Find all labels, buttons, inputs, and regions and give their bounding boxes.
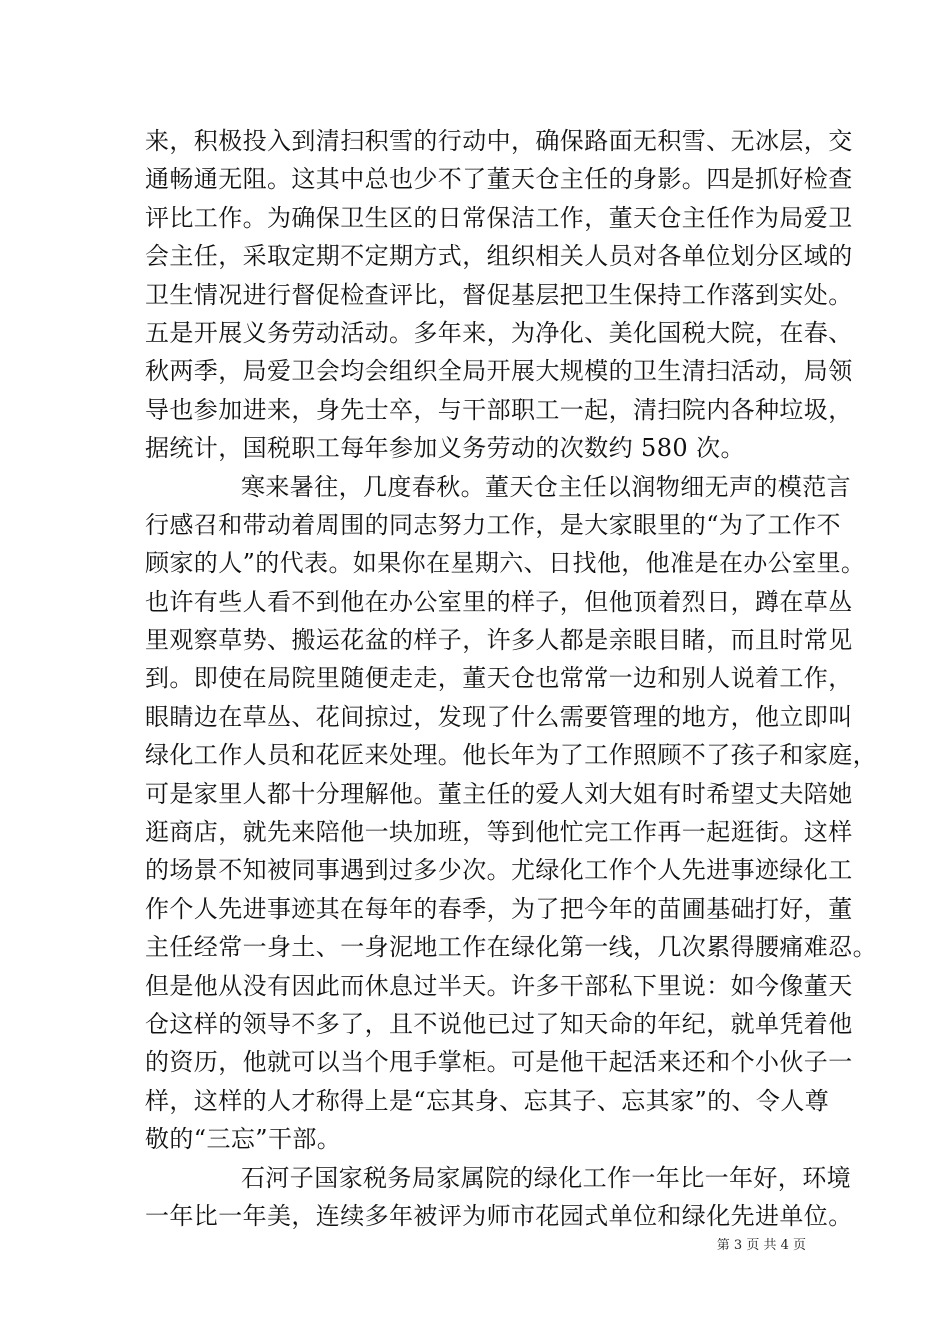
text-line: 作个人先进事迹其在每年的春季，为了把今年的苗圃基础打好，董 xyxy=(145,894,853,923)
text-line: 来，积极投入到清扫积雪的行动中，确保路面无积雪、无冰层，交 xyxy=(145,127,853,155)
text-line: 敬的“三忘”干部。 xyxy=(145,1125,342,1154)
text-line: 据统计，国税职工每年参加义务劳动的次数约 580 次。 xyxy=(145,434,745,463)
text-line: 到。即使在局院里随便走走，董天仓也常常一边和别人说着工作， xyxy=(145,664,853,693)
text-line: 主任经常一身土、一身泥地工作在绿化第一线，几次累得腰痛难忍。 xyxy=(145,933,877,962)
paragraph-2 xyxy=(145,468,877,1159)
text-line: 眼睛边在草丛、花间掠过，发现了什么需要管理的地方，他立即叫 xyxy=(145,702,853,731)
text-line: 五是开展义务劳动活动。多年来，为净化、美化国税大院，在春、 xyxy=(145,318,853,347)
text-line: 会主任，采取定期不定期方式，组织相关人员对各单位划分区域的 xyxy=(145,242,853,271)
text-line: 石河子国家税务局家属院的绿化工作一年比一年好，环境 xyxy=(241,1163,851,1192)
document-body xyxy=(145,122,877,1235)
paragraph-1 xyxy=(145,122,853,468)
text-line: 秋两季，局爱卫会均会组织全局开展大规模的卫生清扫活动，局领 xyxy=(145,357,853,386)
text-line: 评比工作。为确保卫生区的日常保洁工作，董天仓主任作为局爱卫 xyxy=(145,203,853,232)
text-line: 里观察草势、搬运花盆的样子，许多人都是亲眼目睹，而且时常见 xyxy=(145,626,853,655)
paragraph-3 xyxy=(145,1159,853,1236)
text-line: 一年比一年美，连续多年被评为师市花园式单位和绿化先进单位。 xyxy=(145,1201,853,1230)
text-line: 的场景不知被同事遇到过多少次。尤绿化工作个人先进事迹绿化工 xyxy=(145,856,853,885)
text-line: 仓这样的领导不多了，且不说他已过了知天命的年纪，就单凭着他 xyxy=(145,1009,853,1038)
text-line: 也许有些人看不到他在办公室里的样子，但他顶着烈日，蹲在草丛 xyxy=(145,587,853,616)
text-line: 的资历，他就可以当个甩手掌柜。可是他干起活来还和个小伙子一 xyxy=(145,1048,853,1077)
text-line: 寒来暑往，几度春秋。董天仓主任以润物细无声的模范言 xyxy=(241,472,851,501)
text-line: 卫生情况进行督促检查评比，督促基层把卫生保持工作落到实处。 xyxy=(145,280,853,309)
text-line: 可是家里人都十分理解他。董主任的爱人刘大姐有时希望丈夫陪她 xyxy=(145,779,853,808)
text-line: 通畅通无阻。这其中总也少不了董天仓主任的身影。四是抓好检查 xyxy=(145,165,853,194)
text-line: 行感召和带动着周围的同志努力工作，是大家眼里的“为了工作不 xyxy=(145,510,841,539)
text-line: 绿化工作人员和花匠来处理。他长年为了工作照顾不了孩子和家庭， xyxy=(145,741,877,770)
text-line: 但是他从没有因此而休息过半天。许多干部私下里说：如今像董天 xyxy=(145,971,853,1000)
text-line: 顾家的人”的代表。如果你在星期六、日找他，他准是在办公室里。 xyxy=(145,549,866,578)
text-line: 样，这样的人才称得上是“忘其身、忘其子、忘其家”的、令人尊 xyxy=(145,1086,830,1115)
text-line: 导也参加进来，身先士卒，与干部职工一起，清扫院内各种垃圾， xyxy=(145,395,853,424)
page-number: 第 3 页 共 4 页 xyxy=(716,1238,806,1253)
text-line: 逛商店，就先来陪他一块加班，等到他忙完工作再一起逛街。这样 xyxy=(145,818,853,847)
